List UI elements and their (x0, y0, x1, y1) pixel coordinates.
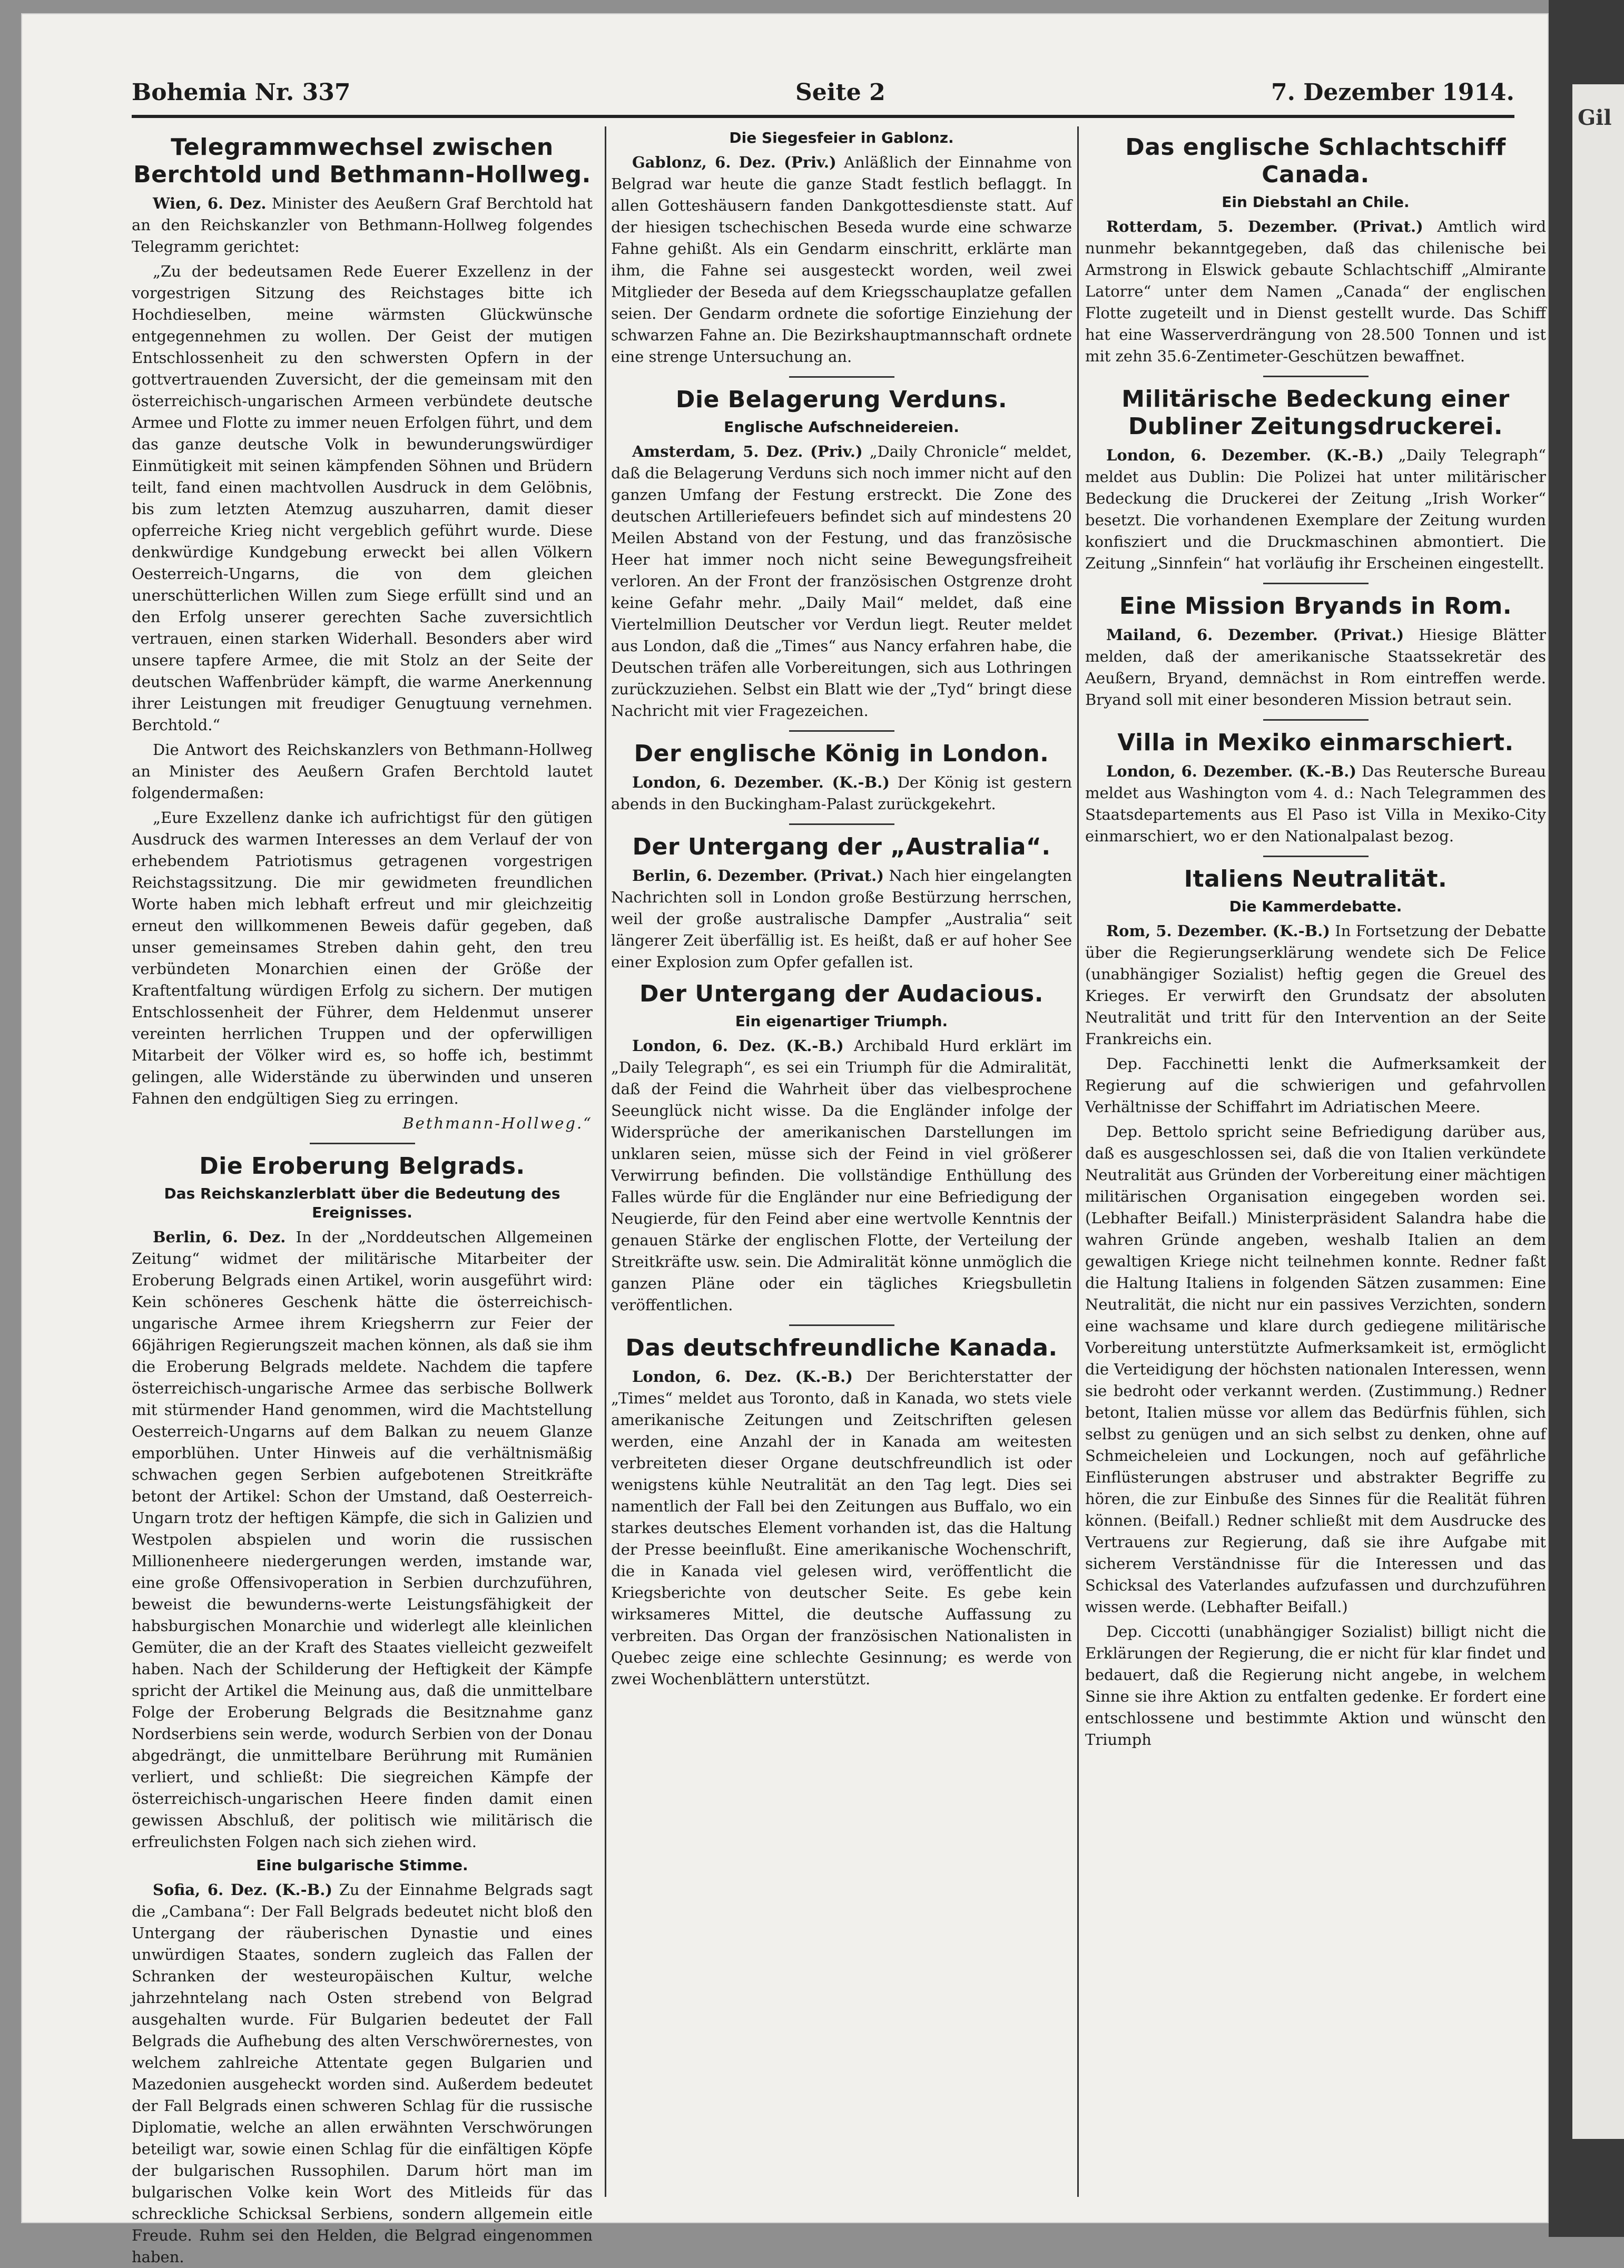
article-bryan (1085, 593, 1546, 711)
dateline: London, 6. Dezember. (K.-B.) (1106, 762, 1356, 780)
article-text: Dep. Facchinetti lenkt die Aufmerksamkeit der Regierung auf die schwierigen und gefahrvollen Verhältnisse der Schiffahrt im Adriatischen Meere. (1085, 1055, 1546, 1116)
article-text: Minister des Aeußern Graf Berchtold hat an den Reichskanzler von Bethmann-Hollweg folgendes Telegramm gerichtet: (132, 194, 593, 256)
article-separator (789, 1324, 894, 1326)
article-separator (789, 823, 894, 825)
article-text: Amtlich wird nunmehr bekanntgegeben, daß das chilenische bei Armstrong in Elswick gebaute Schlachtschiff „Almirante Latorre“ unter dem Namen „Canada“ der englischen Flotte zugeteilt und in Dienst gestellt wurde. Das Schiff hat eine Wasserverdrängung von 28.500 Tonnen und ist mit zehn 35.6-Zentimeter-Geschützen bewaffnet. (1085, 218, 1547, 365)
article-title: Italiens Neutralität. (1184, 866, 1448, 892)
article-text: In Fortsetzung der Debatte über die Regierungserklärung wendete sich De Felice (unabhängiger Sozialist) heftig gegen die Greuel des Krieges. Er verwirft den Grundsatz der absoluten Neutralität und tritt für den Intervention an der Seite Frankreichs ein. (1085, 922, 1546, 1048)
article-title: Militärische Bedeckung einer Dubliner Zeitungsdruckerei. (1121, 386, 1510, 440)
article-title: Eine bulgarische Stimme. (256, 1857, 468, 1874)
column-2 (611, 126, 1072, 2197)
article-separator (1263, 583, 1369, 584)
article-title: Das englische Schlachtschiff Canada. (1125, 134, 1506, 188)
page-number: Seite 2 (795, 79, 885, 106)
article-audacious (611, 980, 1072, 1316)
article-canada-ship (1085, 134, 1546, 367)
article-text: „Daily Chronicle“ meldet, daß die Belagerung Verduns sich noch immer nicht auf den ganzen Umfang der Festung erstreckt. Die Zone des deutschen Artilleriefeuers befindet sich auf mindestens 20 Meilen Abstand von der Festung, und das französische Heer hat immer noch nicht seine Bewegungsfreiheit verloren. An der Front der französischen Ostgrenze droht keine Gefahr mehr. „Daily Mail“ meldet, daß eine Viertelmillion Deutscher vor Verdun liegt. Reuter meldet aus London, daß die „Times“ aus Nancy erfahren habe, die Deutschen träfen alle Vorbereitungen, sich aus Lothringen zurückzuziehen. Selbst ein Blatt wie der „Tyd“ bringt diese Nachricht mit vier Fragezeichen. (611, 443, 1072, 720)
article-title: Der englische König in London. (634, 740, 1049, 767)
dateline: Rotterdam, 5. Dezember. (Privat.) (1106, 218, 1423, 235)
article-text: In der „Norddeutschen Allgemeinen Zeitung“ widmet der militärische Mitarbeiter der Eroberung Belgrads einen Artikel, worin ausgeführt wird: Kein schöneres Geschenk hätte die österreichisch-ungarische Armee ihrem Kriegsherrn zur Feier der 66jährigen Regierungszeit machen können, als daß sie ihm die Eroberung Belgrads meldete. Nachdem die tapfere österreichisch-ungarische Armee das serbische Bollwerk mit stürmender Hand genommen, wird die Machtstellung Oesterreich-Ungarns auf dem Balkan zu neuem Glanze emporblühen. Unter Hinweis auf die verhältnismäßig schwachen gegen Serbien aufgebotenen Streitkräfte betont der Artikel: Schon der Umstand, daß Oesterreich-Ungarn trotz der heftigen Kämpfe, die sich in Galizien und Westpolen abspielen und worin die russischen Millionenheere niedergerungen werden, imstande war, eine große Offensivoperation in Serbien durchzuführen, beweist die bewunderns-werte Leistungsfähigkeit der habsburgischen Monarchie und widerlegt alle kleinlichen Gemüter, die an der Kraft des Staates vielleicht gezweifelt haben. Nach der Schilderung der Heftigkeit der Kämpfe spricht der Artikel die Meinung aus, daß die unmittelbare Folge der Eroberung Belgrads die Besitznahme ganz Nordserbiens sein werde, wodurch Serbien von der Donau abgedrängt, die unmittelbare Berührung mit Rumänien verliert, und schließt: Die siegreichen Kämpfe der österreichisch-ungarischen Heere finden damit einen gewissen Abschluß, der politisch wie militärisch die erfreulichsten Folgen nach sich ziehen wird. (132, 1228, 593, 1851)
article-title: Villa in Mexiko einmarschiert. (1117, 729, 1514, 756)
publication-issue: Bohemia Nr. 337 (132, 79, 351, 106)
adjacent-page-text: Gil (1578, 105, 1612, 130)
article-title: Telegrammwechsel zwischen Berchtold und Bethmann-Hollweg. (133, 134, 591, 188)
article-verdun (611, 386, 1072, 722)
article-text: Der König ist gestern abends in den Buckingham-Palast zurückgekehrt. (611, 773, 1072, 813)
header-rule (132, 115, 1514, 118)
dateline: Rom, 5. Dezember. (K.-B.) (1106, 922, 1330, 940)
article-subtitle: Ein Diebstahl an Chile. (1222, 193, 1410, 211)
article-kanada (611, 1334, 1072, 1690)
article-title: Die Belagerung Verduns. (675, 386, 1008, 413)
article-text: Archibald Hurd erklärt im „Daily Telegraph“, es sei ein Triumph für die Admiralität, daß der Feind die Wahrheit über das vielbesprochene Seeunglück nicht wisse. Da die Engländer infolge der Widersprüche der amerikanischen Darstellungen im unklaren seien, müsse sich der Feind in viel größerer Verwirrung befinden. Die vollständige Enthüllung des Falles würde für die Engländer nur eine Befriedigung der Neugierde, für den Feind aber eine wertvolle Kenntnis der genauen Stärke der englischen Flotte, der Verteilung der Streitkräfte usw. sein. Die Admiralität könne unmöglich die ganzen Pläne oder ein tägliches Kriegsbulletin veröffentlichen. (611, 1037, 1072, 1314)
article-text: Der Berichterstatter der „Times“ meldet aus Toronto, daß in Kanada, wo stets viele amerikanische Zeitungen und Zeitschriften gelesen werden, eine Anzahl der in Kanada am weitesten verbreiteten dieser Organe deutschfreundlich ist oder wenigstens kühle Neutralität an den Tag legt. Dies sei namentlich der Fall bei den Zeitungen aus Buffalo, wo ein starkes deutsches Element vorhanden ist, das die Haltung der Presse beeinflußt. Eine amerikanische Wochenschrift, die in Kanada viel gelesen wird, veröffentlicht die Kriegsberichte von deutscher Seite. Es gebe kein wirksameres Mittel, die deutsche Auffassung zu verbreiten. Das Organ der französischen Nationalisten in Quebec zeige eine schlechte Gesinnung; es werde von zwei Wochenblättern unterstützt. (611, 1368, 1072, 1688)
column-1 (132, 126, 593, 2266)
article-text: „Zu der bedeutsamen Rede Euerer Exzellenz in der vorgestrigen Sitzung des Reichstages bitte ich Hochdieselben, meine wärmsten Glückwünsche entgegennehmen zu wollen. Der Geist der mutigen Entschlossenheit zu den schwersten Opfern in der gottvertrauenden Zuversicht, der die gemeinsam mit den österreichisch-ungarischen Armeen verbündete deutsche Armee und Flotte zu immer neuen Erfolgen führt, und dem das ganze deutsche Volk in bewunderungswürdiger Einmütigkeit mit seinen kämpfenden Söhnen und Brüdern teilt, fand einen machtvollen Ausdruck in dem Gelöbnis, bis zum letzten Atemzug auszuharren, damit dieser opferreiche Krieg nicht vergeblich geführt wurde. Diese denkwürdige Kundgebung erweckt bei allen Völkern Oesterreich-Ungarns, die von dem gleichen unerschütterlichen Willen zum Siege erfüllt sind und an den Erfolg unserer gerechten Sache zuversichtlich vertrauen, einen starken Widerhall. Besonders aber wird unsere tapfere Armee, die mit Stolz an der Seite der deutschen Waffenbrüder kämpft, die warme Anerkennung ihrer Leistungen mit freudiger Genugtuung vernehmen. Berchtold.“ (132, 262, 593, 734)
article-title: Das deutschfreundliche Kanada. (625, 1334, 1058, 1361)
article-title: Der Untergang der Audacious. (639, 980, 1044, 1007)
article-subtitle: Englische Aufschneidereien. (724, 418, 959, 436)
column-3 (1085, 126, 1546, 2197)
article-text: „Daily Telegraph“ meldet aus Dublin: Die Polizei hat unter militärischer Bedeckung die Druckerei der Zeitung „Irish Worker“ besetzt. Die vorhandenen Exemplare der Zeitung wurden konfisziert und die Druckmaschinen abmontiert. Die Zeitung „Sinnfein“ hat vorläufig ihr Erscheinen eingestellt. (1085, 446, 1546, 572)
article-king (611, 740, 1072, 815)
dateline: London, 6. Dezember. (K.-B.) (632, 773, 890, 791)
dateline: Gablonz, 6. Dez. (Priv.) (632, 153, 836, 171)
article-dublin (1085, 386, 1546, 574)
article-subtitle: Das Reichskanzlerblatt über die Bedeutung des Ereignisses. (164, 1185, 560, 1221)
article-text: „Eure Exzellenz danke ich aufrichtigst für den gütigen Ausdruck des warmen Interesses an dem Verlauf der von erhebendem Patriotismus getragenen vorgestrigen Reichstagssitzung. Die mir gewidmeten freundlichen Worte haben mich lebhaft erfreut und mir gleichzeitig erneut den willkommenen Beweis dafür gegeben, daß unser gemeinsames Streben dahin geht, den treu verbündeten Monarchien einen der Größe der Kraftentfaltung würdigen Erfolg zu sichern. Der mutigen Entschlossenheit der Führer, dem Heldenmut unserer vereinten herrlichen Truppen und der opferwilligen Mitarbeit der Völker wird es, so hoffe ich, bestimmt gelingen, alle Widerstände zu überwinden und unseren Fahnen den endgültigen Sieg zu erringen. (132, 809, 593, 1107)
dateline: Amsterdam, 5. Dez. (Priv.) (632, 443, 863, 460)
dateline: London, 6. Dez. (K.-B.) (632, 1368, 853, 1386)
article-australia (611, 833, 1072, 973)
dateline: Mailand, 6. Dezember. (Privat.) (1106, 626, 1404, 644)
article-text: Nach hier eingelangten Nachrichten soll in London große Bestürzung herrschen, weil der große australische Dampfer „Australia“ seit längerer Zeit überfällig ist. Es heißt, daß er auf hoher See einer Explosion zum Opfer gefallen ist. (611, 867, 1072, 971)
article-title: Die Eroberung Belgrads. (199, 1153, 525, 1180)
dateline: London, 6. Dezember. (K.-B.) (1106, 446, 1384, 464)
article-text: Die Antwort des Reichskanzlers von Bethmann-Hollweg an Minister des Aeußern Grafen Berchtold lautet folgendermaßen: (132, 741, 593, 802)
dateline: Wien, 6. Dez. (153, 194, 267, 212)
article-text: Dep. Ciccotti (unabhängiger Sozialist) billigt nicht die Erklärungen der Regierung, die er nicht für klar findet und bedauert, daß die Regierung nicht angebe, in welchem Sinne sie ihre Aktion zu entfalten gedenke. Er fordert eine entschlossene und bestimmte Aktion und wünscht den Triumph (1085, 1623, 1546, 1749)
article-separator (1263, 719, 1369, 721)
column-divider-1 (605, 126, 606, 2197)
adjacent-page-edge (1572, 84, 1624, 2139)
article-subtitle: Ein eigenartiger Triumph. (735, 1013, 948, 1030)
article-text: Hiesige Blätter melden, daß der amerikanische Staatssekretär des Aeußern, Bryand, demnächst in Rom eintreffen werde. Bryand soll mit einer besonderen Mission betraut sein. (1085, 626, 1546, 709)
dateline: London, 6. Dez. (K.-B.) (632, 1037, 844, 1055)
article-subtitle: Die Kammerdebatte. (1229, 898, 1402, 915)
article-separator (310, 1143, 415, 1144)
article-italy (1085, 866, 1546, 1751)
signature: Bethmann-Hollweg.“ (402, 1114, 593, 1132)
article-separator (1263, 856, 1369, 857)
article-separator (789, 730, 894, 732)
dateline: Berlin, 6. Dez. (153, 1228, 286, 1246)
article-text: Anläßlich der Einnahme von Belgrad war heute die ganze Stadt festlich beflaggt. In allen Gotteshäusern fanden Dankgottesdienste statt. Auf der hiesigen tschechischen Beseda wurde eine schwarze Fahne gehißt. Als ein Gendarm einschritt, erklärte man ihm, die Fahne sei ausgesteckt worden, weil zwei Mitglieder der Beseda auf dem Kriegsschauplatze gefallen seien. Der Gendarm ordnete die sofortige Einziehung der schwarzen Fahne an. Die Bezirkshauptmannschaft ordnete eine strenge Untersuchung an. (611, 153, 1072, 366)
article-text: Zu der Einnahme Belgrads sagt die „Cambana“: Der Fall Belgrads bedeutet nicht bloß den Untergang der räuberischen Dynastie und eines unwürdigen Staates, sondern zugleich das Fallen der Schranken der westeuropäischen Kultur, welche jahrzehntelang nach Osten strebend von Belgrad ausgehalten wurde. Für Bulgarien bedeutet der Fall Belgrads die Aufhebung des alten Verschwörernestes, von welchem zahlreiche Attentate gegen Bulgarien und Mazedonien ausgeheckt worden sind. Außerdem bedeutet der Fall Belgrads einen schweren Schlag für die russische Diplomatie, welche an allen erwähnten Verschwörungen beteiligt war, sowie einen Schlag für die einfältigen Köpfe der bulgarischen Russophilen. Darum hört man im bulgarischen Volke kein Wort des Mitleids für das schreckliche Schicksal Serbiens, sondern allgemein eitle Freude. Ruhm sei den Helden, die Belgrad eingenommen haben. (132, 1881, 593, 2266)
article-text: Das Reutersche Bureau meldet aus Washington vom 4. d.: Nach Telegrammen des Staatsdepartements aus El Paso ist Villa in Mexiko-City einmarschiert, wo er den Nationalpalast bezog. (1085, 762, 1547, 845)
column-divider-2 (1077, 126, 1079, 2197)
article-title: Die Siegesfeier in Gablonz. (729, 129, 954, 146)
dateline: Berlin, 6. Dezember. (Privat.) (632, 867, 884, 885)
article-bulgarian (132, 1856, 593, 2268)
article-gablonz (611, 129, 1072, 368)
article-separator (789, 376, 894, 378)
issue-date: 7. Dezember 1914. (1271, 79, 1514, 106)
article-telegram (132, 134, 593, 1134)
article-separator (1263, 376, 1369, 377)
article-title: Eine Mission Bryands in Rom. (1119, 593, 1512, 620)
article-belgrad (132, 1153, 593, 1853)
page-header (132, 79, 1514, 116)
dateline: Sofia, 6. Dez. (K.-B.) (153, 1881, 333, 1899)
article-title: Der Untergang der „Australia“. (632, 833, 1051, 860)
article-text: Dep. Bettolo spricht seine Befriedigung darüber aus, daß es ausgeschlossen sei, daß die von Italien verkündete Neutralität aus Gründen der Vorbereitung einer mächtigen militärischen Organisation eingegeben worden sei. (Lebhafter Beifall.) Ministerpräsident Salandra habe die wahren Gründe angeben, weshalb Italien an dem gewaltigen Kriege nicht teilnehmen konnte. Redner faßt die Haltung Italiens in folgenden Sätzen zusammen: Eine Neutralität, die nicht nur ein passives Verzichten, sondern eine wachsame und klare durch gediegene militärische Vorbereitung unterstützte Aufmerksamkeit ist, ermöglicht die Verteidigung der höchsten nationalen Interessen, wenn sie bedroht oder verkannt werden. (Zustimmung.) Redner betont, Italien müsse vor allem das Bedürfnis fühlen, sich selbst zu genügen und an sich selbst zu denken, ohne auf Schmeicheleien und Lockungen, noch auf gefährliche Einflüsterungen abstruser und abstrakter Begriffe zu hören, die zur Einbuße des Sinnes für die Realität führen können. (Beifall.) Redner schließt mit dem Ausdrucke des Vertrauens zur Regierung, daß sie ihre Aufgabe mit sicherem Verständnisse für die Interessen und das Schicksal des Vaterlandes aufzufassen und durchzuführen wissen werde. (Lebhafter Beifall.) (1085, 1123, 1546, 1616)
article-villa (1085, 729, 1546, 847)
